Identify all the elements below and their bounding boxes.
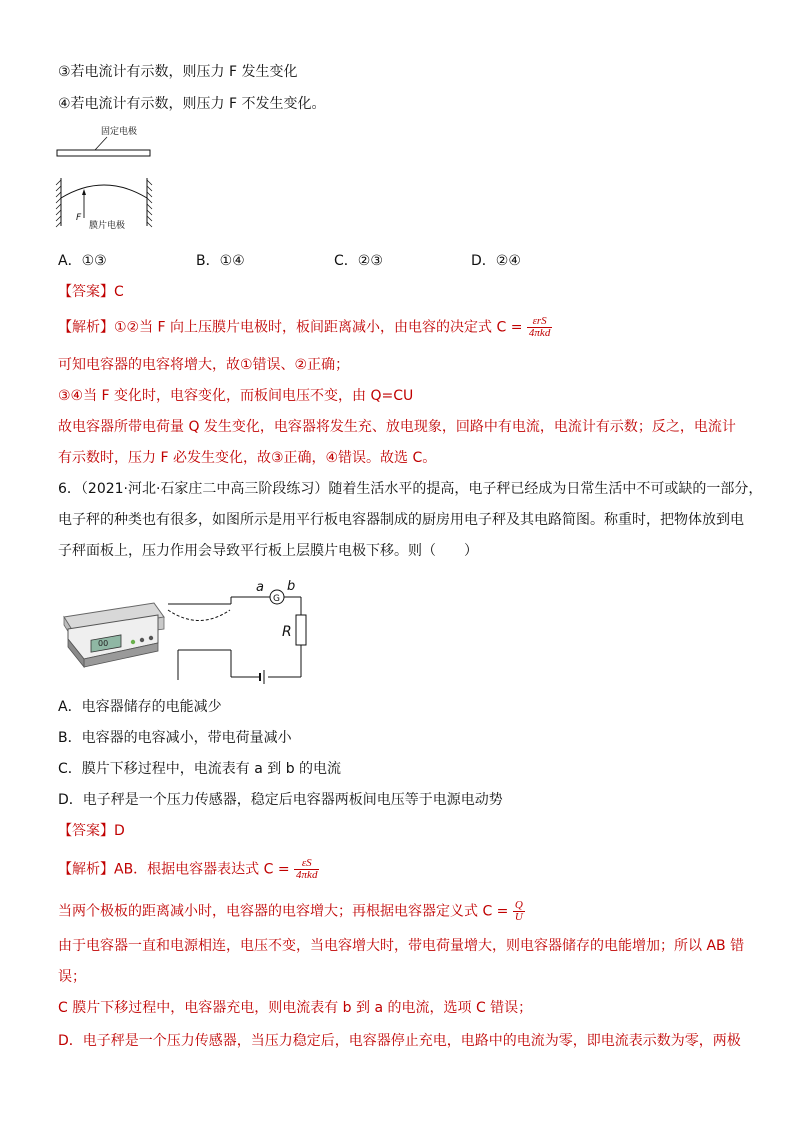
formula-numerator: εS xyxy=(294,858,319,870)
formula-denominator: 4πkd xyxy=(296,869,318,881)
q6-option-c: C．膜片下移过程中，电流表有 a 到 b 的电流 xyxy=(58,761,342,777)
q5-option-d: D．②④ xyxy=(471,253,521,269)
analysis-text: ①②当 F 向上压膜片电极时，板间距离减小，由电容的决定式 C = xyxy=(114,319,523,336)
terminal-a-label: a xyxy=(256,580,264,595)
kitchen-scale-image xyxy=(64,603,164,667)
terminal-b-label: b xyxy=(287,579,296,594)
analysis-tag: 【解析】 xyxy=(58,861,114,878)
capacitance-formula xyxy=(294,858,319,881)
q6-option-b: B．电容器的电容减小，带电荷量减小 xyxy=(58,730,292,746)
analysis-tag: 【解析】 xyxy=(58,319,114,336)
figure-pressure-sensor xyxy=(55,122,165,234)
q6-option-a: A．电容器储存的电能减少 xyxy=(58,699,222,715)
formula-numerator: εrS xyxy=(527,316,552,328)
q5-analysis-line-1 xyxy=(58,316,552,339)
q6-option-d: D．电子秤是一个压力传感器，稳定后电容器两板间电压等于电源电动势 xyxy=(58,792,503,808)
q5-option-a: A．①③ xyxy=(58,253,107,269)
answer-value: C xyxy=(114,284,124,300)
q6-answer xyxy=(58,821,125,841)
q6-analysis-line-6: D．电子秤是一个压力传感器，当压力稳定后，电容器停止充电，电路中的电流为零，即电流表示数为零，两极 xyxy=(58,1033,741,1049)
q5-answer xyxy=(58,282,124,302)
q5-option-c: C．②③ xyxy=(334,253,383,269)
figure-electronic-scale xyxy=(58,577,318,689)
answer-value: D xyxy=(114,823,125,839)
capacitance-formula xyxy=(527,316,552,339)
capacitance-definition-formula xyxy=(513,900,525,923)
q6-stem-line-1: 6．（2021·河北·石家庄二中高三阶段练习）随着生活水平的提高，电子秤已经成为日常生活中不可或缺的一部分， xyxy=(58,481,763,497)
statement-4: ④若电流计有示数，则压力 F 不发生变化。 xyxy=(58,96,326,112)
q6-analysis-line-1 xyxy=(58,858,319,881)
q6-stem-line-2: 电子秤的种类也有很多，如图所示是用平行板电容器制成的厨房用电子秤及其电路简图。称重时，把物体放到电 xyxy=(58,512,744,528)
label-fixed-electrode: 固定电极 xyxy=(101,127,138,137)
q6-analysis-line-4: 误； xyxy=(58,969,86,985)
analysis-text: AB．根据电容器表达式 C = xyxy=(114,861,290,878)
galvanometer-label: G xyxy=(273,594,280,604)
answer-tag: 【答案】 xyxy=(58,284,114,300)
q5-analysis-line-2: 可知电容器的电容将增大，故①错误、②正确； xyxy=(58,357,350,373)
label-force: F xyxy=(76,213,82,223)
q5-analysis-line-3: ③④当 F 变化时，电容变化，而板间电压不变，由 Q=CU xyxy=(58,388,414,404)
q6-stem-line-3: 子秤面板上，压力作用会导致平行板上层膜片电极下移。则（ ） xyxy=(58,543,478,559)
formula-numerator: Q xyxy=(514,899,523,911)
fixed-electrode-plate xyxy=(57,150,150,156)
formula-denominator: 4πkd xyxy=(528,327,551,339)
q6-analysis-line-3: 由于电容器一直和电源相连，电压不变，当电容增大时，带电荷量增大，则电容器储存的电能增加；所以 AB 错 xyxy=(58,938,745,954)
formula-denominator: U xyxy=(514,911,523,923)
label-membrane-electrode: 膜片电极 xyxy=(89,221,126,231)
scale-display-readout: 00 xyxy=(98,639,109,648)
q6-analysis-line-2 xyxy=(58,900,525,923)
q5-analysis-line-5: 有示数时，压力 F 必发生变化，故③正确，④错误。故选 C。 xyxy=(58,450,437,466)
resistor-label: R xyxy=(282,624,292,640)
statement-3: ③若电流计有示数，则压力 F 发生变化 xyxy=(58,64,298,80)
membrane-electrode xyxy=(61,185,147,198)
analysis-text: 当两个极板的距离减小时，电容器的电容增大；再根据电容器定义式 C = xyxy=(58,903,509,920)
q6-analysis-line-5: C 膜片下移过程中，电容器充电，则电流表有 b 到 a 的电流，选项 C 错误； xyxy=(58,1000,533,1016)
answer-tag: 【答案】 xyxy=(58,823,114,839)
q5-option-b: B．①④ xyxy=(196,253,245,269)
q5-analysis-line-4: 故电容器所带电荷量 Q 发生变化，电容器将发生充、放电现象，回路中有电流，电流计有示数；反之，电流计 xyxy=(58,419,736,435)
